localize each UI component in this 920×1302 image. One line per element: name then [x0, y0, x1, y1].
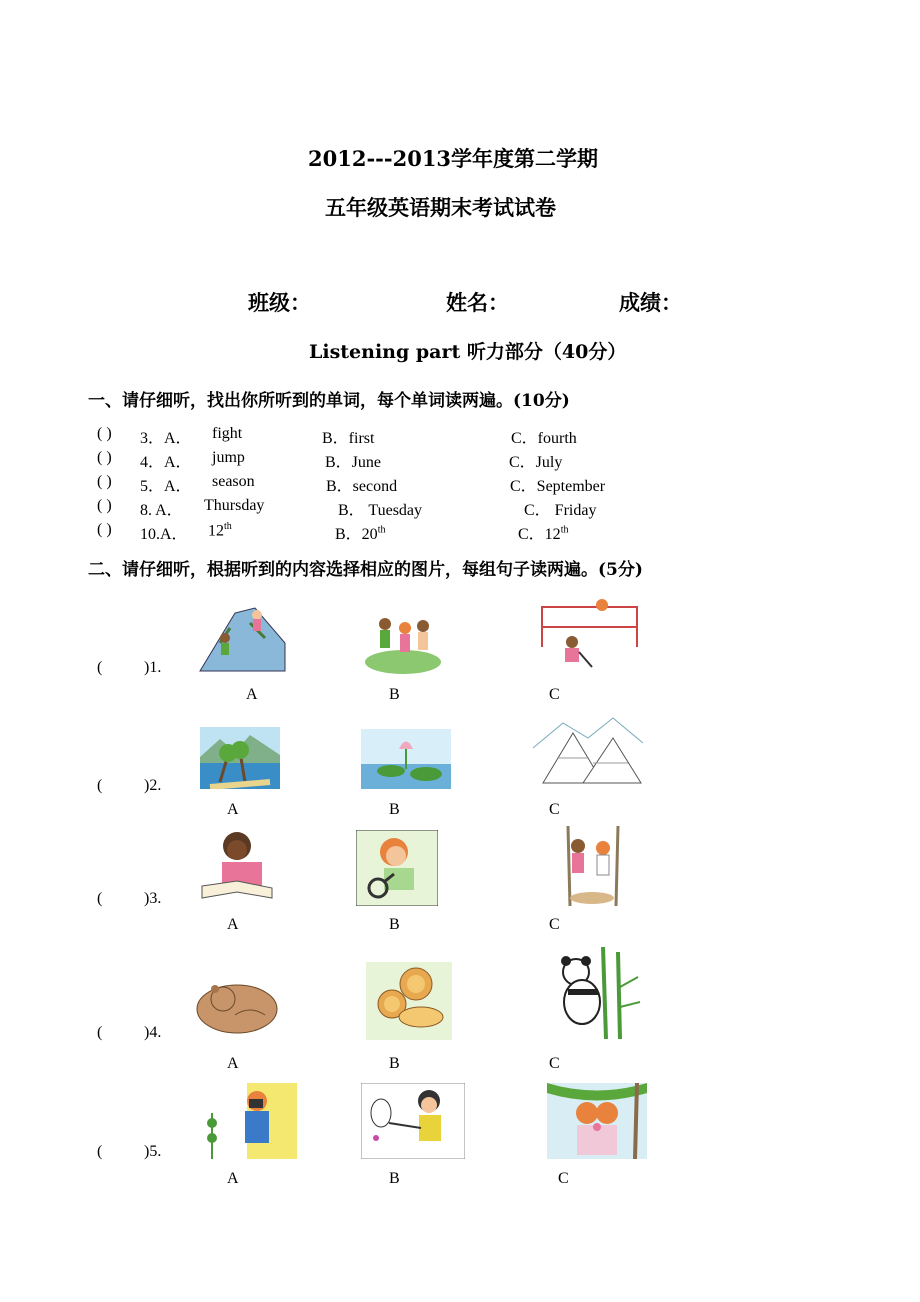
answer-paren-open: ( — [97, 1024, 103, 1041]
option-a-label: A — [227, 1055, 239, 1072]
question-number: 3．A． — [140, 430, 192, 447]
magnifying-glass-picture[interactable] — [356, 830, 438, 906]
option-b-label: B — [389, 916, 400, 933]
answer-paren-open: ( — [97, 659, 103, 676]
option-a: Thursday — [204, 497, 265, 514]
option-a: 12th — [208, 521, 232, 540]
option-b-label: B — [389, 1170, 400, 1187]
option-c: C．July — [509, 454, 563, 471]
option-a: season — [212, 473, 255, 490]
option-b: B． Tuesday — [338, 502, 423, 519]
climbing-mountain-picture[interactable] — [195, 603, 290, 673]
question-number: )4. — [144, 1024, 162, 1041]
watering-tree-picture[interactable] — [548, 826, 636, 906]
beach-palm-trees-picture[interactable] — [200, 727, 280, 789]
question-number: 8. A． — [140, 502, 183, 519]
class-label: 班级： — [248, 290, 311, 315]
option-c-label: C — [549, 1055, 560, 1072]
question-number: 5．A． — [140, 478, 192, 495]
listening-heading: Listening part 听力部分（40分） — [309, 341, 627, 363]
name-label: 姓名： — [446, 290, 509, 315]
score-label: 成绩： — [619, 290, 682, 315]
answer-blank: ( ) — [97, 521, 112, 538]
option-c: C． Friday — [524, 502, 597, 519]
question-number: 4．A． — [140, 454, 192, 471]
option-a: fight — [212, 425, 243, 442]
option-b-label: B — [389, 1055, 400, 1072]
playing-badminton-picture[interactable] — [532, 597, 642, 675]
option-a-label: A — [246, 686, 258, 703]
option-c-label: C — [549, 916, 560, 933]
section1-heading: 一、请仔细听，找出你所听到的单词，每个单词读两遍。(10分) — [88, 391, 570, 411]
option-c-label: C — [558, 1170, 569, 1187]
reading-book-picture[interactable] — [197, 826, 282, 904]
option-c-label: C — [549, 801, 560, 818]
question-number: 10.A． — [140, 526, 188, 543]
option-c-label: C — [549, 686, 560, 703]
section2-heading: 二、请仔细听，根据听到的内容选择相应的图片，每组句子读两遍。(5分) — [88, 560, 643, 580]
ordinal-suffix: th — [560, 524, 569, 536]
option-a-label: A — [227, 801, 239, 818]
question-number: )2. — [144, 777, 162, 794]
option-a-label: A — [227, 916, 239, 933]
taking-photo-picture[interactable] — [197, 1083, 297, 1159]
catching-butterfly-picture[interactable] — [361, 1083, 465, 1159]
answer-paren-open: ( — [97, 777, 103, 794]
option-c: C．September — [510, 478, 606, 495]
option-c: C．fourth — [511, 430, 577, 447]
option-b-label: B — [389, 801, 400, 818]
option-b: B．20th — [335, 524, 386, 543]
answer-paren-open: ( — [97, 1143, 103, 1160]
option-b: B．second — [326, 478, 398, 495]
lotus-flowers-picture[interactable] — [361, 729, 451, 789]
answer-blank: ( ) — [97, 473, 112, 490]
option-b: B．first — [322, 430, 375, 447]
answer-blank: ( ) — [97, 425, 112, 442]
question-number: )1. — [144, 659, 162, 676]
option-a: jump — [212, 449, 245, 466]
exam-title-year: 2012---2013学年度第二学期 — [308, 146, 599, 171]
children-walking-picture[interactable] — [363, 604, 443, 674]
answer-blank: ( ) — [97, 497, 112, 514]
option-b-label: B — [389, 686, 400, 703]
lions-picture[interactable] — [366, 962, 452, 1040]
answer-blank: ( ) — [97, 449, 112, 466]
question-number: )3. — [144, 890, 162, 907]
ordinal-suffix: th — [377, 524, 386, 536]
picking-flowers-picture[interactable] — [547, 1083, 647, 1159]
option-c: C．12th — [518, 524, 569, 543]
pyramids-picture[interactable] — [533, 708, 643, 786]
option-a-label: A — [227, 1170, 239, 1187]
panda-bamboo-picture[interactable] — [548, 947, 643, 1039]
answer-paren-open: ( — [97, 890, 103, 907]
exam-title: 五年级英语期末考试试卷 — [325, 195, 556, 220]
option-b: B．June — [325, 454, 382, 471]
question-number: )5. — [144, 1143, 162, 1160]
ordinal-suffix: th — [224, 521, 232, 532]
sleeping-bear-picture[interactable] — [195, 975, 280, 1035]
